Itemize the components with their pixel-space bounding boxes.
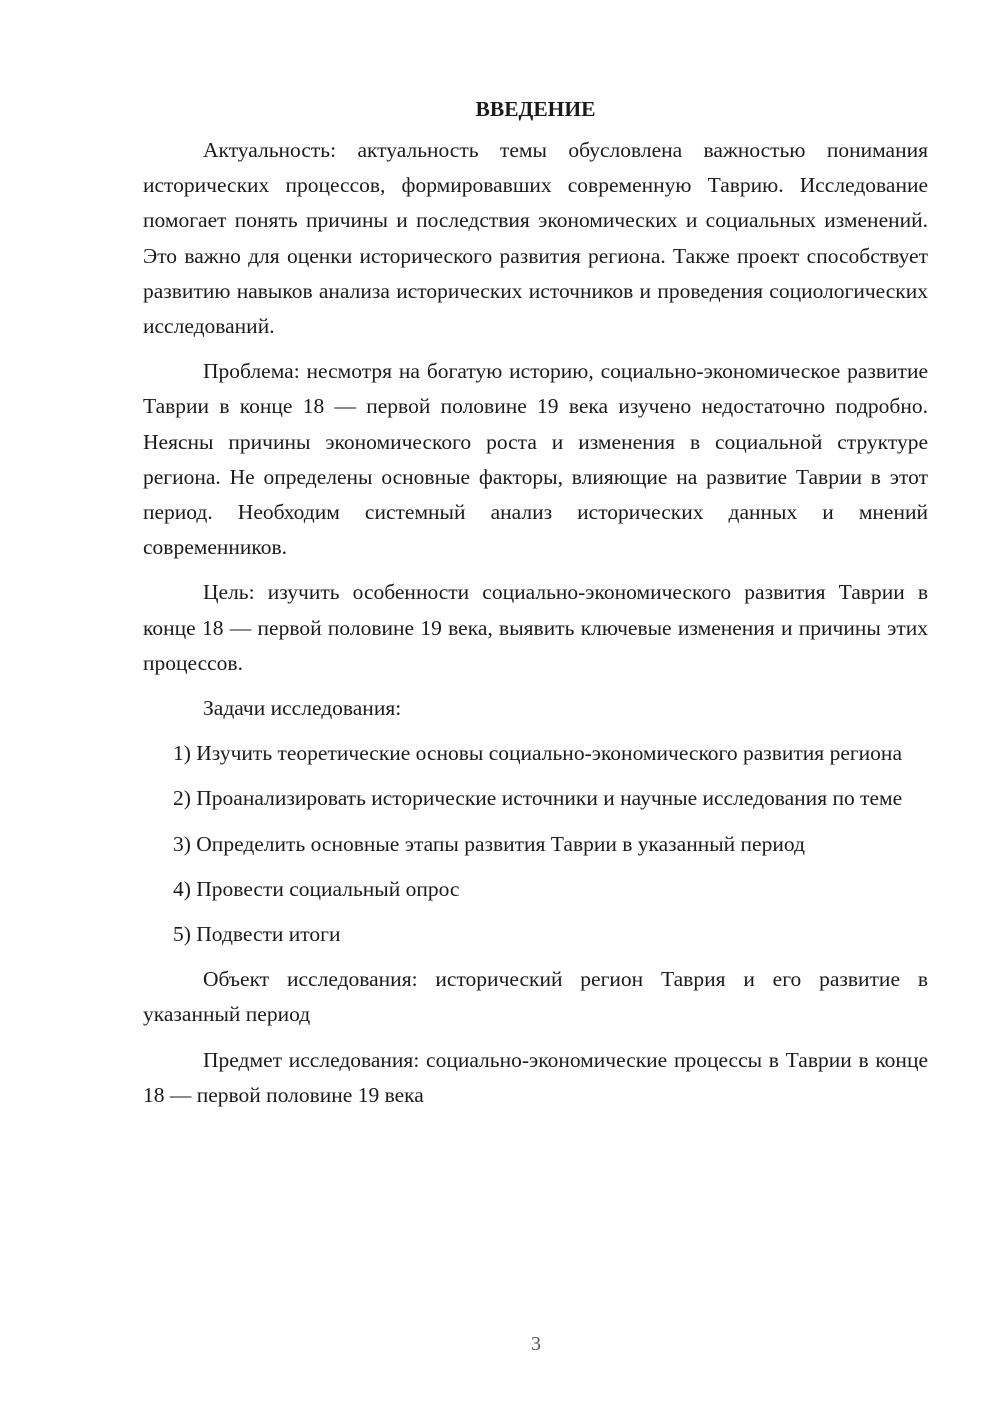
task-item-2: 2) Проанализировать исторические источники и научные исследования по теме — [173, 786, 903, 811]
section-heading: ВВЕДЕНИЕ — [475, 97, 596, 121]
paragraph-goal: Цель: изучить особенности социально-экономического развития Таврии в конце 18 — первой половине 19 века, выявить ключевые изменения и причины этих процессов. — [143, 580, 928, 675]
tasks-title: Задачи исследования: — [203, 696, 402, 721]
paragraph-relevance: Актуальность: актуальность темы обусловлена важностью понимания исторических процессов, формировавших современную Таврию. Исследование помогает понять причины и последствия экономических и социальных изменений. Это важно для оценки исторического развития региона. Также проект способствует развитию навыков анализа исторических источников и проведения социологических исследований. — [143, 138, 928, 339]
task-item-4: 4) Провести социальный опрос — [173, 876, 460, 901]
task-item-1: 1) Изучить теоретические основы социально-экономического развития региона — [173, 741, 902, 766]
paragraph-object: Объект исследования: исторический регион Таврия и его развитие в указанный период — [143, 967, 928, 1027]
document-page — [143, 92, 928, 1123]
paragraph-problem: Проблема: несмотря на богатую историю, социально-экономическое развитие Таврии в конце 18 — первой половине 19 века изучено недостаточно подробно. Неясны причины экономического роста и изменения в социальной структуре региона. Не определены основные факторы, влияющие на развитие Таврии в этот период. Необходим системный анализ исторических данных и мнений современников. — [143, 359, 928, 560]
task-item-3: 3) Определить основные этапы развития Таврии в указанный период — [173, 831, 805, 856]
paragraph-subject: Предмет исследования: социально-экономические процессы в Таврии в конце 18 — первой половине 19 века — [143, 1047, 928, 1107]
page-number: 3 — [531, 1333, 541, 1355]
task-item-5: 5) Подвести итоги — [173, 922, 341, 947]
